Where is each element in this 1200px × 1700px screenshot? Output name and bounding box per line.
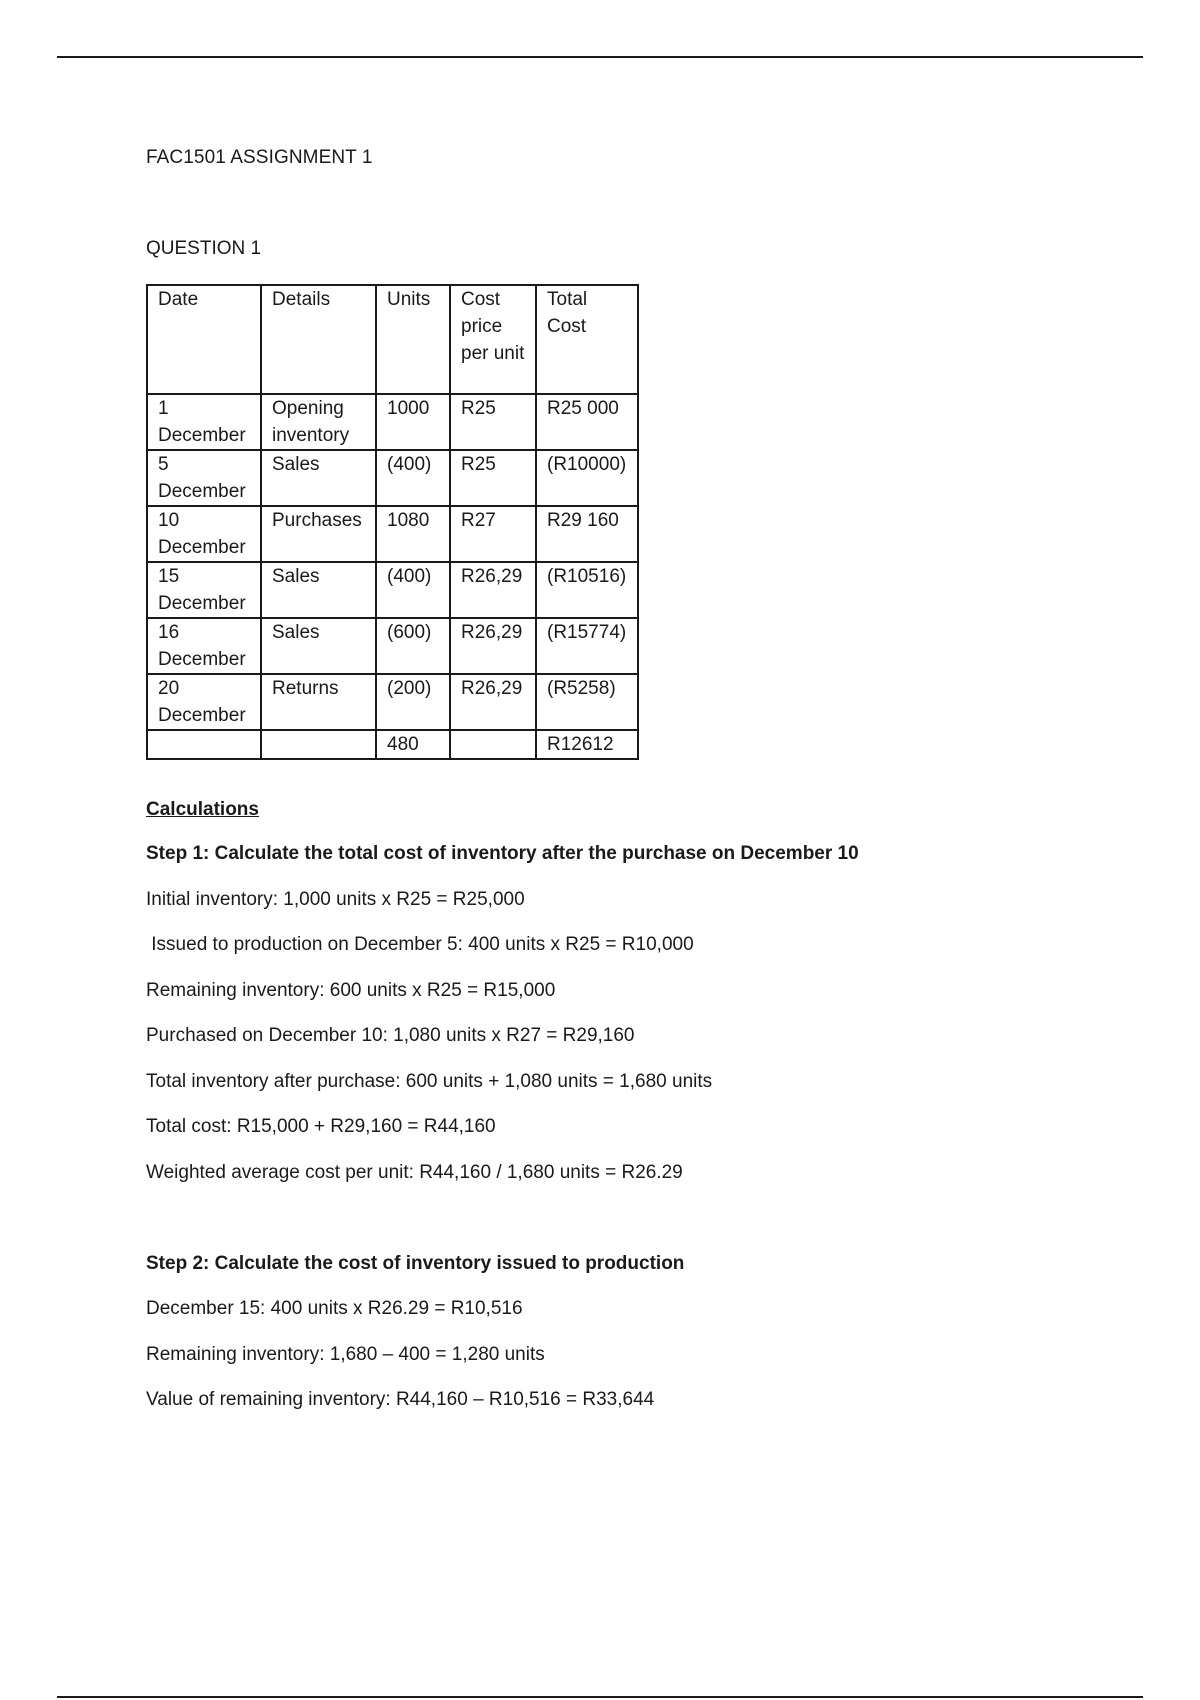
header-rule — [57, 56, 1143, 58]
cell-units: (400) — [376, 450, 450, 506]
step1-line: Total inventory after purchase: 600 units + 1,080 units = 1,680 units — [146, 1071, 713, 1092]
step1-line: Total cost: R15,000 + R29,160 = R44,160 — [146, 1116, 496, 1137]
cell-cost: R27 — [450, 506, 536, 562]
document-title: FAC1501 ASSIGNMENT 1 — [146, 147, 373, 168]
table-row — [147, 618, 638, 674]
cell-total: (R10516) — [536, 562, 638, 618]
table-row — [147, 674, 638, 730]
cell-units: (200) — [376, 674, 450, 730]
header-total-cost: Total Cost — [536, 285, 638, 394]
step1-line: Purchased on December 10: 1,080 units x R27 = R29,160 — [146, 1025, 635, 1046]
table-header-row — [147, 285, 638, 394]
cell-date: 15 December — [147, 562, 261, 618]
calculations-heading: Calculations — [146, 799, 259, 820]
table-row — [147, 394, 638, 450]
header-units: Units — [376, 285, 450, 394]
footer-rule — [57, 1696, 1143, 1698]
cell-units: (600) — [376, 618, 450, 674]
header-date: Date — [147, 285, 261, 394]
cell-units: 1000 — [376, 394, 450, 450]
total-cell-units: 480 — [376, 730, 450, 759]
step1-line: Remaining inventory: 600 units x R25 = R15,000 — [146, 980, 556, 1001]
cell-total: R25 000 — [536, 394, 638, 450]
step1-line: Weighted average cost per unit: R44,160 / 1,680 units = R26.29 — [146, 1162, 683, 1183]
cell-date: 1 December — [147, 394, 261, 450]
header-details: Details — [261, 285, 376, 394]
cell-details: Sales — [261, 618, 376, 674]
table-row — [147, 562, 638, 618]
table-row — [147, 450, 638, 506]
step2-heading: Step 2: Calculate the cost of inventory issued to production — [146, 1253, 685, 1274]
cell-date: 16 December — [147, 618, 261, 674]
cell-total: (R10000) — [536, 450, 638, 506]
cell-details: Returns — [261, 674, 376, 730]
cell-details: Purchases — [261, 506, 376, 562]
inventory-table — [146, 284, 639, 760]
total-cell-total: R12612 — [536, 730, 638, 759]
step2-line: Remaining inventory: 1,680 – 400 = 1,280 units — [146, 1344, 545, 1365]
step1-line: Initial inventory: 1,000 units x R25 = R25,000 — [146, 889, 525, 910]
total-cell-date — [147, 730, 261, 759]
cell-date: 20 December — [147, 674, 261, 730]
cell-details: Sales — [261, 450, 376, 506]
step2-line: Value of remaining inventory: R44,160 – R10,516 = R33,644 — [146, 1389, 655, 1410]
cell-date: 10 December — [147, 506, 261, 562]
step2-line: December 15: 400 units x R26.29 = R10,516 — [146, 1298, 523, 1319]
cell-units: 1080 — [376, 506, 450, 562]
cell-total: (R5258) — [536, 674, 638, 730]
cell-cost: R25 — [450, 394, 536, 450]
cell-total: (R15774) — [536, 618, 638, 674]
step1-line: Issued to production on December 5: 400 units x R25 = R10,000 — [146, 934, 694, 955]
header-cost-price: Cost price per unit — [450, 285, 536, 394]
cell-details: Opening inventory — [261, 394, 376, 450]
total-cell-cost — [450, 730, 536, 759]
table-total-row — [147, 730, 638, 759]
cell-cost: R25 — [450, 450, 536, 506]
question-title: QUESTION 1 — [146, 238, 262, 259]
cell-units: (400) — [376, 562, 450, 618]
cell-total: R29 160 — [536, 506, 638, 562]
cell-cost: R26,29 — [450, 562, 536, 618]
cell-cost: R26,29 — [450, 618, 536, 674]
step1-heading: Step 1: Calculate the total cost of inventory after the purchase on December 10 — [146, 843, 859, 864]
table-row — [147, 506, 638, 562]
cell-date: 5 December — [147, 450, 261, 506]
cell-details: Sales — [261, 562, 376, 618]
total-cell-details — [261, 730, 376, 759]
cell-cost: R26,29 — [450, 674, 536, 730]
